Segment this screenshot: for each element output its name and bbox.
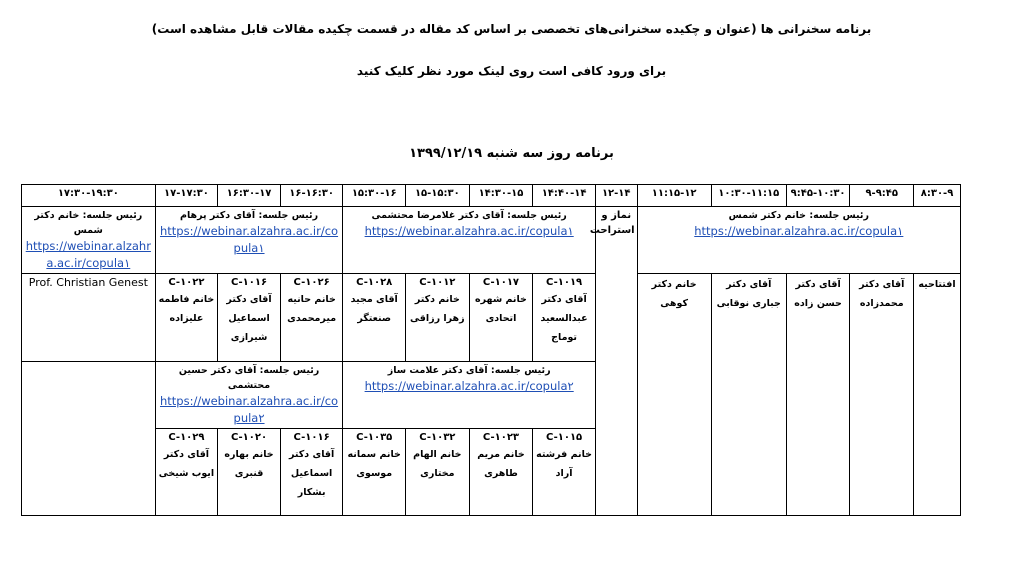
- session-e-chair: [155, 361, 343, 428]
- paper-code: C-۱۰۱۷: [482, 277, 520, 288]
- talk-cell: [218, 274, 281, 362]
- paper-code: C-۱۰۱۵: [546, 431, 583, 443]
- speaker-name: آقای دکتر عبدالسعید توماج: [540, 294, 588, 343]
- chair-label: رئیس جلسه: آقای دکتر علامت ساز: [387, 364, 551, 376]
- time-slot: ۱۵:۳۰-۱۶: [343, 185, 406, 207]
- paper-code: C-۱۰۳۵: [356, 431, 393, 443]
- time-slot: ۱۷:۳۰-۱۹:۳۰: [22, 185, 156, 207]
- speaker-name: Prof. Christian Genest: [28, 276, 148, 289]
- time-slot: ۱۵-۱۵:۳۰: [406, 185, 470, 207]
- speaker-name: خانم دکتر کوهی: [651, 279, 697, 309]
- opening-cell: [914, 274, 961, 516]
- time-slot: ۱۲-۱۴: [595, 185, 637, 207]
- speaker-name: آقای دکتر جباری نوقابی: [716, 279, 781, 309]
- talk-cell: [406, 428, 470, 516]
- webinar-link[interactable]: https://webinar.alzahra.ac.ir/copula۱: [364, 224, 574, 238]
- paper-code: C-۱۰۲۰: [230, 431, 268, 443]
- session-c-chair: [22, 207, 156, 274]
- talk-cell: [280, 428, 343, 516]
- paper-code: C-۱۰۱۶: [293, 431, 330, 443]
- speaker-name: آقای مجید صنعتگر: [350, 294, 398, 324]
- time-slot: ۱۴:۳۰-۱۵: [469, 185, 533, 207]
- time-slot: ۹-۹:۴۵: [850, 185, 914, 207]
- speaker-name: خانم بهاره قنبری: [224, 448, 274, 479]
- paper-code: C-۱۰۱۲: [419, 277, 456, 288]
- speaker-name: خانم فاطمه علیزاده: [158, 294, 215, 324]
- talk-cell: [533, 274, 596, 362]
- talk-cell: [469, 274, 533, 362]
- talk-cell: [469, 428, 533, 516]
- session-chair-row: [22, 207, 961, 274]
- talk-cell: [533, 428, 596, 516]
- chair-label: رئیس جلسه: خانم دکتر شمس: [728, 210, 869, 221]
- talk-cell: [637, 274, 711, 516]
- webinar-link[interactable]: https://webinar.alzahra.ac.ir/copula۱: [25, 239, 151, 270]
- speaker-name: آقای دکتر محمدزاده: [859, 279, 905, 309]
- speaker-name: خانم مریم طاهری: [477, 448, 525, 479]
- paper-code: C-۱۰۲۸: [356, 277, 393, 288]
- chair-label: رئیس جلسه: خانم دکتر شمس: [34, 210, 143, 236]
- chair-label: رئیس جلسه: آقای دکتر غلامرضا محتشمی: [371, 210, 567, 221]
- schedule-table: [21, 184, 961, 516]
- speaker-name: آقای دکتر ایوب شیخی: [158, 448, 215, 479]
- paper-code: C-۱۰۲۳: [482, 431, 520, 443]
- speaker-name: آقای دکتر اسماعیل شیرازی: [226, 294, 272, 343]
- time-slot: ۱۱:۱۵-۱۲: [637, 185, 711, 207]
- talk-cell: [786, 274, 850, 516]
- speaker-name: خانم دکتر زهرا رزاقی: [410, 294, 465, 324]
- time-slot: ۱۶:۳۰-۱۷: [218, 185, 281, 207]
- speaker-name: خانم الهام مختاری: [413, 448, 462, 479]
- time-slot: ۱۰:۳۰-۱۱:۱۵: [711, 185, 786, 207]
- talks-row-1: [22, 274, 961, 362]
- talk-cell: [343, 274, 406, 362]
- empty-cell: [22, 361, 156, 516]
- speaker-name: خانم شهره اتحادی: [475, 294, 527, 324]
- session-d-chair: [343, 361, 595, 428]
- speaker-name: آقای دکتر حسن زاده: [794, 279, 842, 309]
- paper-code: C-۱۰۲۶: [293, 277, 330, 288]
- speaker-name: آقای دکتر اسماعیل بشکار: [289, 448, 335, 498]
- webinar-link[interactable]: https://webinar.alzahra.ac.ir/copula۱: [694, 224, 904, 238]
- day-title: برنامه روز سه شنبه ۱۳۹۹/۱۲/۱۹: [409, 146, 614, 161]
- time-slot: ۸:۳۰-۹: [914, 185, 961, 207]
- talk-cell: [850, 274, 914, 516]
- webinar-link[interactable]: https://webinar.alzahra.ac.ir/copula۲: [159, 393, 339, 425]
- time-row: [22, 185, 961, 207]
- paper-code: C-۱۰۱۹: [546, 277, 583, 288]
- break-cell: نماز و استراحت: [595, 207, 637, 516]
- paper-code: C-۱۰۲۲: [168, 277, 205, 288]
- time-slot: ۹:۴۵-۱۰:۳۰: [786, 185, 850, 207]
- opening-label: افتتاحیه: [918, 279, 956, 290]
- speaker-name: خانم فرشته آراد: [536, 448, 593, 479]
- talk-cell: [155, 274, 218, 362]
- time-slot: ۱۴:۴۰-۱۴: [533, 185, 596, 207]
- webinar-link[interactable]: https://webinar.alzahra.ac.ir/copula۱: [159, 224, 339, 255]
- speaker-name: خانم حانیه میرمحمدی: [287, 294, 337, 324]
- time-slot: ۱۷-۱۷:۳۰: [155, 185, 218, 207]
- webinar-link[interactable]: https://webinar.alzahra.ac.ir/copula۲: [364, 378, 574, 393]
- talk-cell: [155, 428, 218, 516]
- talk-cell: [406, 274, 470, 362]
- paper-code: C-۱۰۲۹: [168, 431, 205, 443]
- time-slot: ۱۶-۱۶:۳۰: [280, 185, 343, 207]
- link-instruction: برای ورود کافی است روی لینک مورد نظر کلیک کنید: [356, 64, 667, 78]
- session-b-chair: [155, 207, 343, 274]
- speaker-name: خانم سمانه موسوی: [347, 448, 401, 479]
- paper-code: C-۱۰۱۶: [230, 277, 268, 288]
- talk-cell: [22, 274, 156, 362]
- morning-session-chair: [637, 207, 960, 274]
- talk-cell: [711, 274, 786, 516]
- talk-cell: [218, 428, 281, 516]
- paper-code: C-۱۰۳۲: [419, 431, 456, 443]
- session-a-chair: [343, 207, 595, 274]
- talk-cell: [343, 428, 406, 516]
- chair-label: رئیس جلسه: آقای دکتر پرهام: [180, 210, 319, 221]
- schedule-description: برنامه سخنرانی ها (عنوان و چکیده سخنرانی‌های تخصصی بر اساس کد مقاله در قسمت چکیده مقالات قابل مشاهده است): [151, 22, 872, 36]
- talk-cell: [280, 274, 343, 362]
- chair-label: رئیس جلسه: آقای دکتر حسین محتشمی: [178, 364, 320, 391]
